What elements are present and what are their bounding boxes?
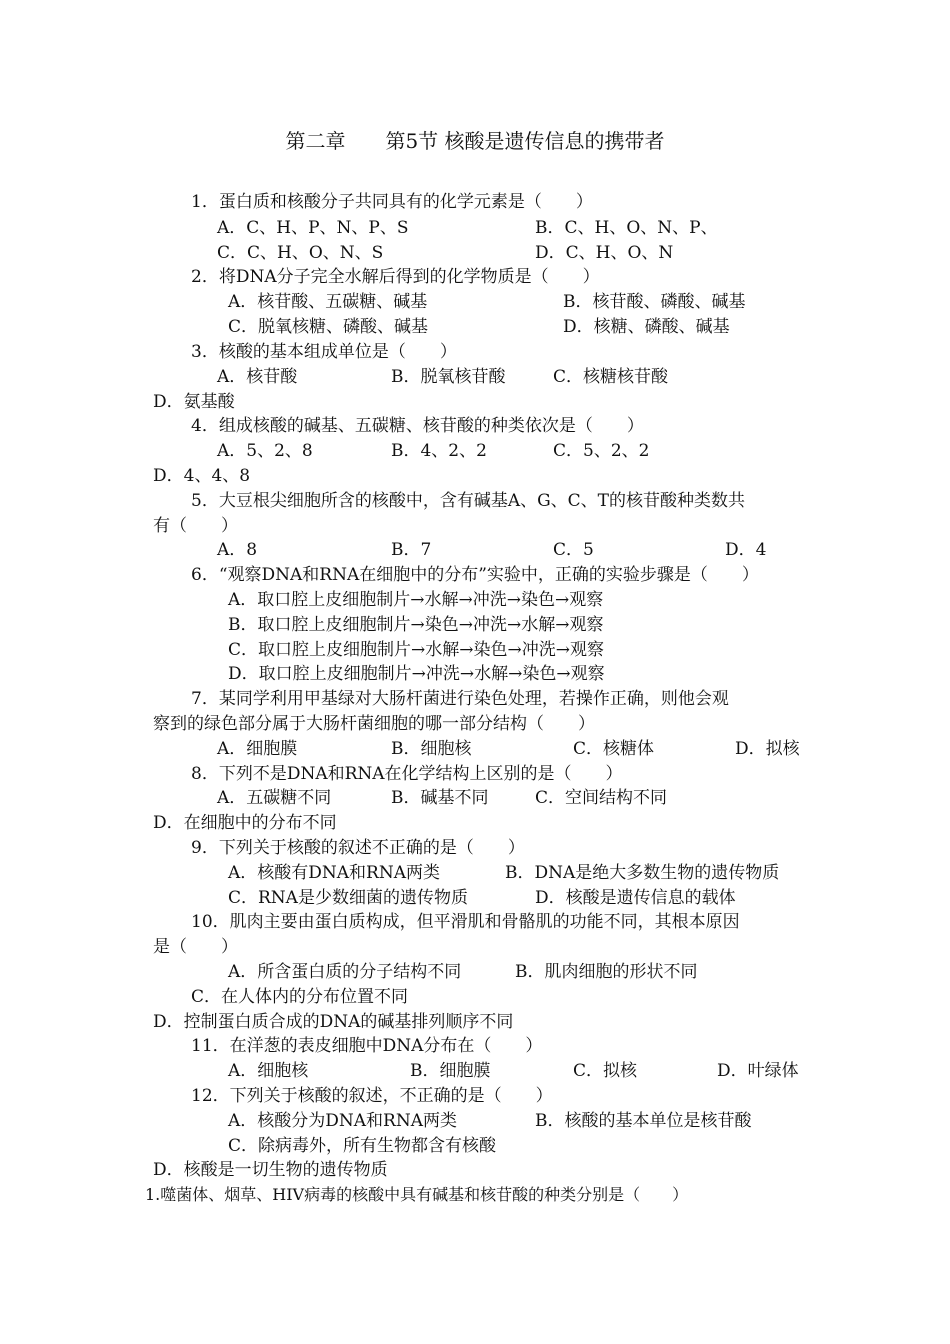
extra-question-stem: 1.噬菌体、烟草、HIV病毒的核酸中具有碱基和核苷酸的种类分别是（ ） bbox=[145, 1185, 689, 1204]
question-4-option-a: A．5、2、8 bbox=[217, 441, 313, 461]
question-10-stem-continued: 是（ ） bbox=[153, 937, 238, 957]
question-12-option-c: C．除病毒外，所有生物都含有核酸 bbox=[228, 1136, 497, 1156]
question-3-option-a: A．核苷酸 bbox=[217, 367, 298, 387]
question-4-option-c: C．5、2、2 bbox=[553, 441, 650, 461]
question-8-option-d: D．在细胞中的分布不同 bbox=[153, 813, 337, 833]
question-3-option-d: D．氨基酸 bbox=[153, 392, 235, 412]
question-8-option-b: B．碱基不同 bbox=[391, 788, 489, 808]
question-1-stem: 1．蛋白质和核酸分子共同具有的化学元素是（ ） bbox=[191, 192, 593, 212]
question-5-option-a: A．8 bbox=[217, 540, 258, 560]
question-4-option-b: B．4、2、2 bbox=[391, 441, 487, 461]
question-7-option-b: B．细胞核 bbox=[391, 739, 472, 759]
question-9-option-d: D．核酸是遗传信息的载体 bbox=[535, 888, 736, 908]
question-12-option-a: A．核酸分为DNA和RNA两类 bbox=[228, 1111, 458, 1131]
question-3-option-c: C．核糖核苷酸 bbox=[553, 367, 669, 387]
question-9-option-a: A．核酸有DNA和RNA两类 bbox=[228, 863, 441, 883]
question-10-option-a: A．所含蛋白质的分子结构不同 bbox=[228, 962, 462, 982]
question-7-stem-continued: 察到的绿色部分属于大肠杆菌细胞的哪一部分结构（ ） bbox=[153, 714, 595, 734]
question-2-option-d: D．核糖、磷酸、碱基 bbox=[563, 317, 730, 337]
question-6-option-b: B．取口腔上皮细胞制片→染色→冲洗→水解→观察 bbox=[228, 615, 604, 635]
question-4-stem: 4．组成核酸的碱基、五碳糖、核苷酸的种类依次是（ ） bbox=[191, 416, 644, 436]
question-2-option-c: C．脱氧核糖、磷酸、碱基 bbox=[228, 317, 429, 337]
question-2-option-a: A．核苷酸、五碳糖、碱基 bbox=[228, 292, 428, 312]
question-5-option-c: C．5 bbox=[553, 540, 594, 560]
question-6-option-a: A．取口腔上皮细胞制片→水解→冲洗→染色→观察 bbox=[228, 590, 604, 610]
question-11-stem: 11．在洋葱的表皮细胞中DNA分布在（ ） bbox=[191, 1036, 543, 1056]
question-9-stem: 9．下列关于核酸的叙述不正确的是（ ） bbox=[191, 838, 525, 858]
question-8-option-c: C．空间结构不同 bbox=[535, 788, 668, 808]
question-10-option-c: C．在人体内的分布位置不同 bbox=[191, 987, 409, 1007]
question-7-stem: 7．某同学利用甲基绿对大肠杆菌进行染色处理，若操作正确，则他会观 bbox=[191, 689, 729, 709]
question-7-option-d: D．拟核 bbox=[735, 739, 800, 759]
question-11-option-a: A．细胞核 bbox=[228, 1061, 309, 1081]
question-1-option-d: D．C、H、O、N bbox=[535, 243, 674, 263]
question-10-option-b: B．肌肉细胞的形状不同 bbox=[515, 962, 698, 982]
question-11-option-d: D．叶绿体 bbox=[717, 1061, 799, 1081]
question-5-stem-continued: 有（ ） bbox=[153, 516, 238, 536]
question-3-option-b: B．脱氧核苷酸 bbox=[391, 367, 506, 387]
question-1-option-b: B．C、H、O、N、P、 bbox=[535, 218, 718, 238]
question-10-stem: 10．肌肉主要由蛋白质构成，但平滑肌和骨骼肌的功能不同，其根本原因 bbox=[191, 912, 740, 932]
question-7-option-c: C．核糖体 bbox=[573, 739, 655, 759]
page-title: 第二章 第5节 核酸是遗传信息的携带者 bbox=[285, 129, 665, 153]
question-3-stem: 3．核酸的基本组成单位是（ ） bbox=[191, 342, 457, 362]
question-2-option-b: B．核苷酸、磷酸、碱基 bbox=[563, 292, 746, 312]
question-6-stem: 6．“观察DNA和RNA在细胞中的分布”实验中，正确的实验步骤是（ ） bbox=[191, 565, 759, 585]
question-6-option-d: D．取口腔上皮细胞制片→冲洗→水解→染色→观察 bbox=[228, 664, 605, 684]
question-5-stem: 5．大豆根尖细胞所含的核酸中，含有碱基A、G、C、T的核苷酸种类数共 bbox=[191, 491, 746, 511]
question-1-option-c: C．C、H、O、N、S bbox=[217, 243, 384, 263]
question-5-option-d: D．4 bbox=[725, 540, 767, 560]
question-12-option-b: B．核酸的基本单位是核苷酸 bbox=[535, 1111, 752, 1131]
question-10-option-d: D．控制蛋白质合成的DNA的碱基排列顺序不同 bbox=[153, 1012, 514, 1032]
question-9-option-b: B．DNA是绝大多数生物的遗传物质 bbox=[505, 863, 780, 883]
question-11-option-b: B．细胞膜 bbox=[410, 1061, 491, 1081]
question-8-option-a: A．五碳糖不同 bbox=[217, 788, 332, 808]
question-7-option-a: A．细胞膜 bbox=[217, 739, 298, 759]
question-8-stem: 8．下列不是DNA和RNA在化学结构上区别的是（ ） bbox=[191, 764, 623, 784]
question-2-stem: 2．将DNA分子完全水解后得到的化学物质是（ ） bbox=[191, 267, 600, 287]
question-9-option-c: C．RNA是少数细菌的遗传物质 bbox=[228, 888, 468, 908]
question-11-option-c: C．拟核 bbox=[573, 1061, 638, 1081]
question-12-stem: 12．下列关于核酸的叙述，不正确的是（ ） bbox=[191, 1086, 553, 1106]
question-12-option-d: D．核酸是一切生物的遗传物质 bbox=[153, 1160, 388, 1180]
question-1-option-a: A．C、H、P、N、P、S bbox=[217, 218, 409, 238]
question-4-option-d: D．4、4、8 bbox=[153, 466, 251, 486]
question-5-option-b: B．7 bbox=[391, 540, 432, 560]
question-6-option-c: C．取口腔上皮细胞制片→水解→染色→冲洗→观察 bbox=[228, 640, 604, 660]
